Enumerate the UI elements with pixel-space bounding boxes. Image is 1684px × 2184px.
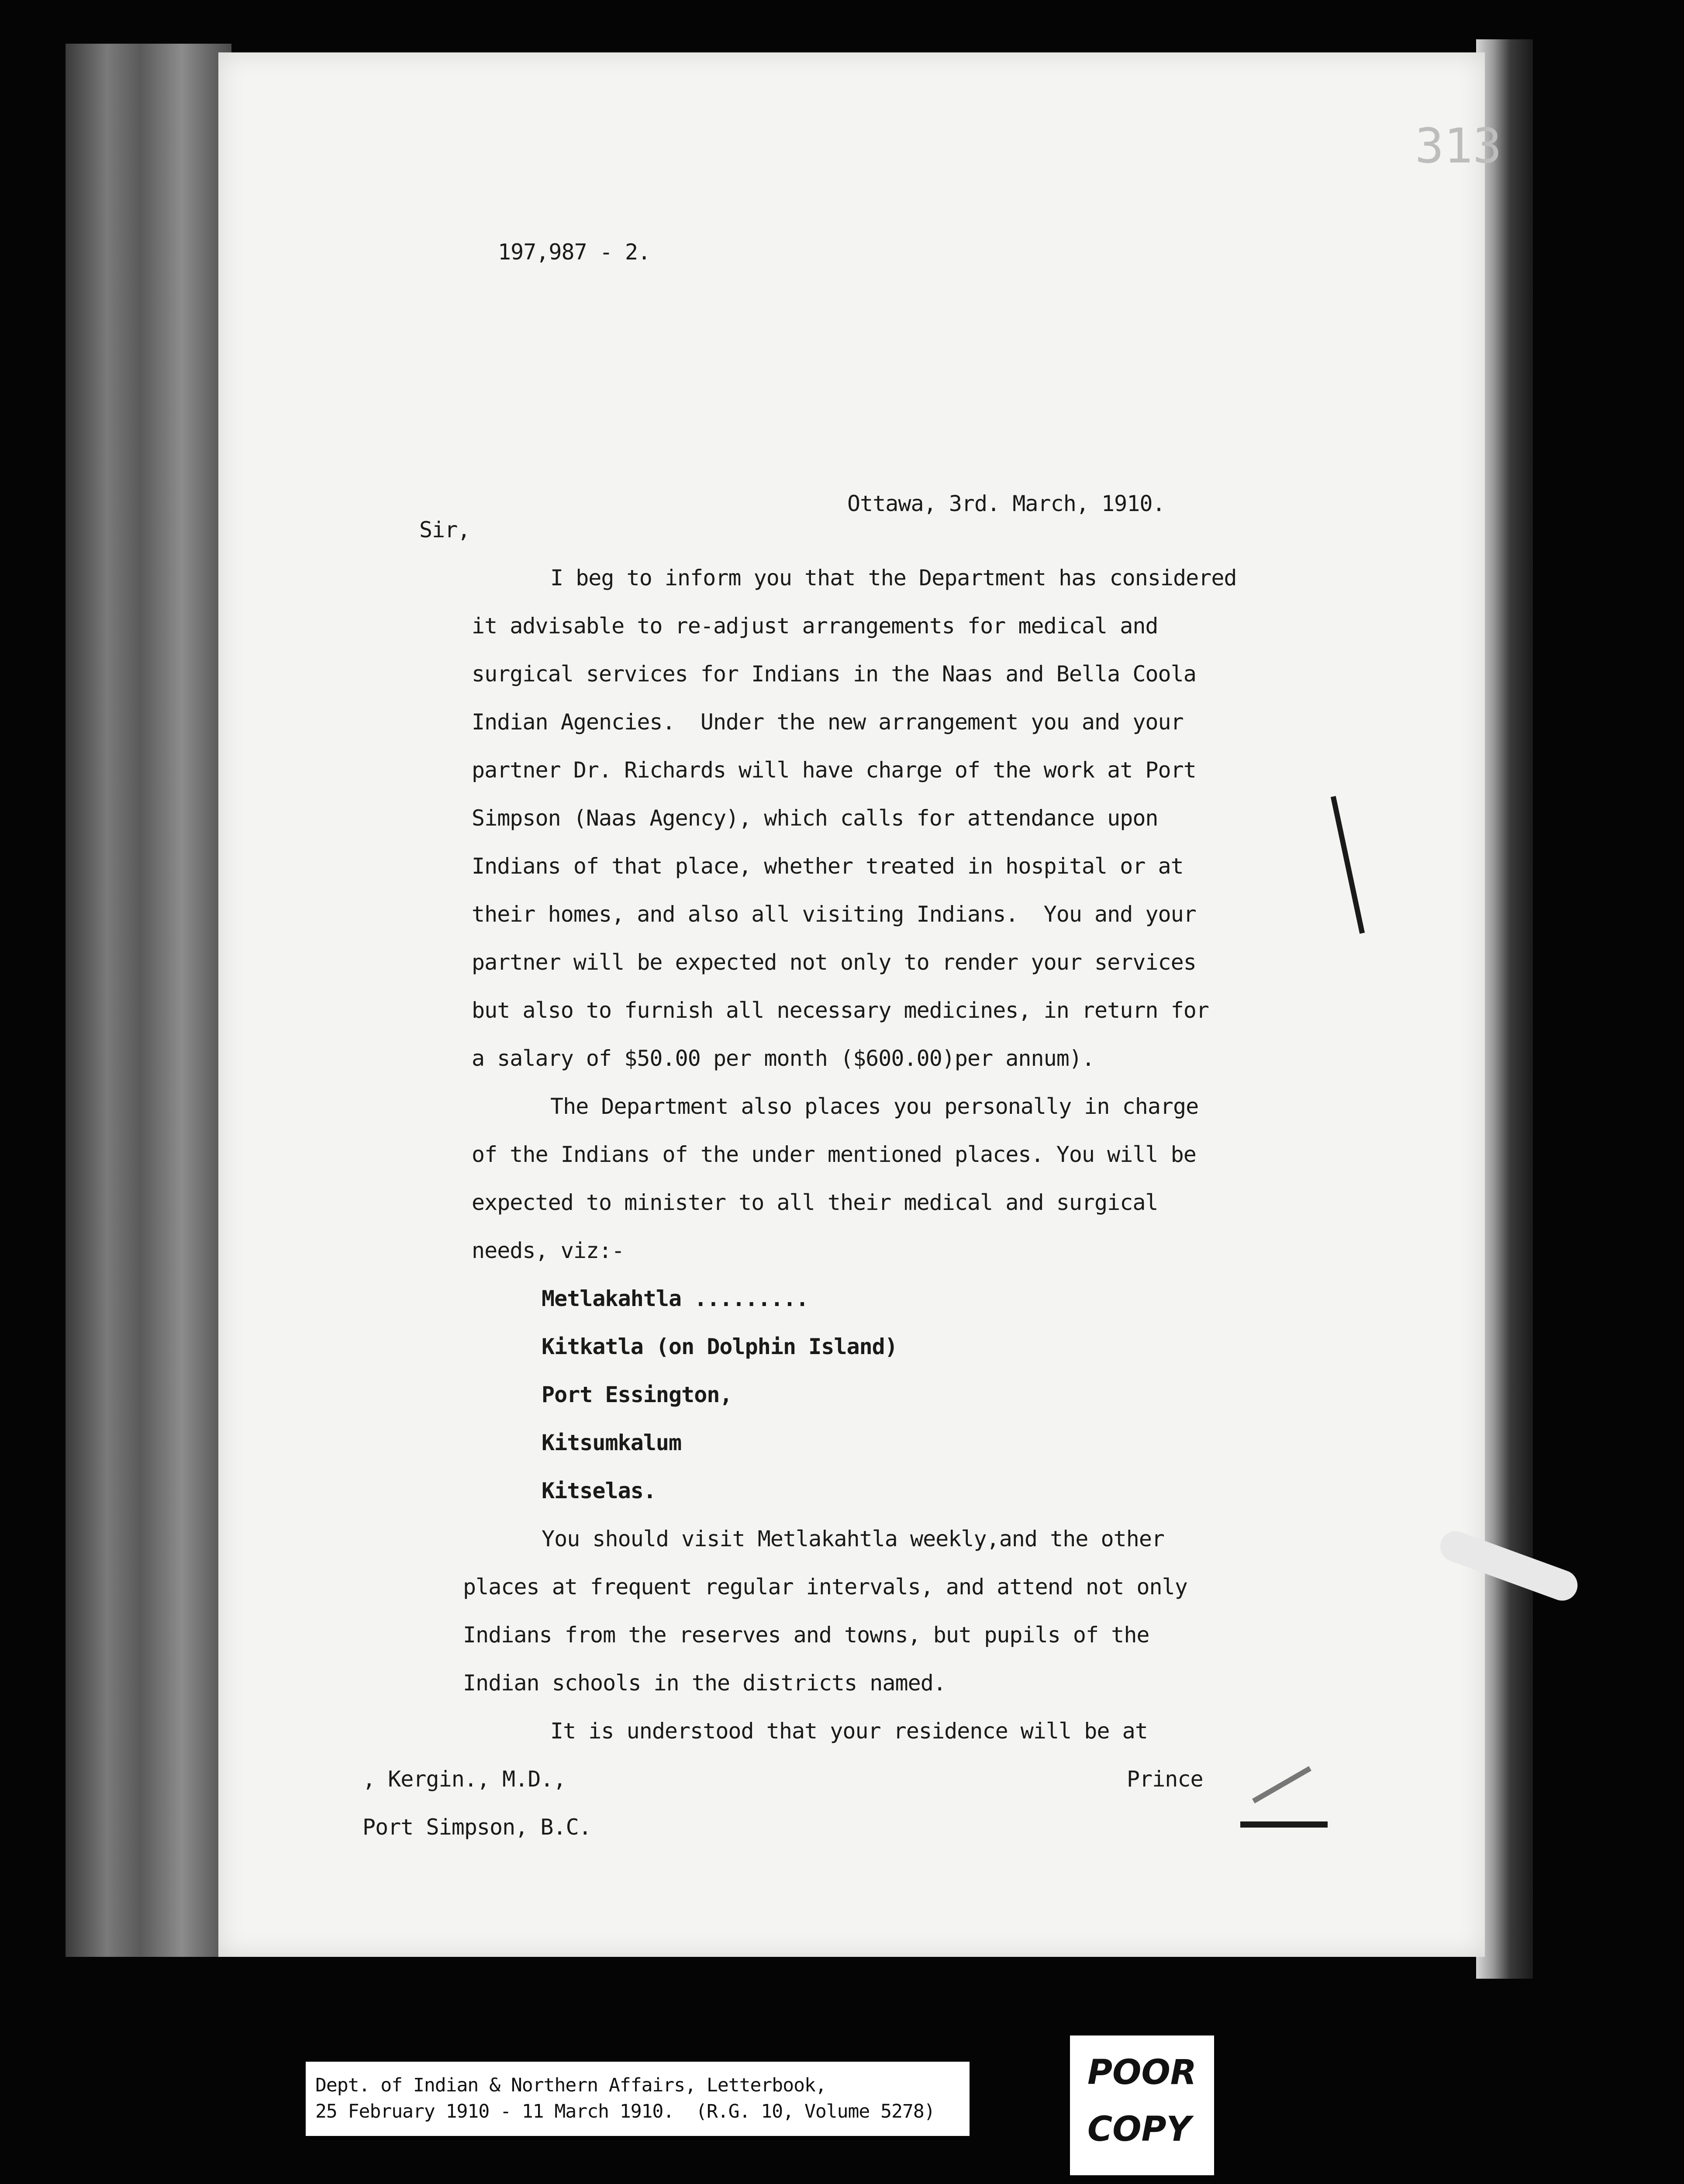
stamp-line: POOR	[1087, 2053, 1197, 2092]
place-item: Metlakahtla .........	[542, 1286, 809, 1311]
margin-mark	[1331, 796, 1365, 934]
body-line: but also to furnish all necessary medicines, in return for	[472, 998, 1209, 1023]
place-item: Kitkatla (on Dolphin Island)	[542, 1334, 897, 1359]
poor-copy-label	[1070, 2035, 1214, 2175]
margin-mark	[1252, 1766, 1311, 1803]
body-line: of the Indians of the under mentioned places. You will be	[472, 1142, 1196, 1167]
closing-line: places at frequent regular intervals, and attend not only	[463, 1574, 1187, 1600]
caption-line: Dept. of Indian & Northern Affairs, Letterbook,	[315, 2074, 826, 2096]
letter-page	[218, 52, 1502, 1957]
place-item: Kitsumkalum	[542, 1430, 682, 1455]
body-line: needs, viz:-	[472, 1238, 625, 1263]
body-line: expected to minister to all their medical and surgical	[472, 1190, 1158, 1215]
body-line: surgical services for Indians in the Naas and Bella Coola	[472, 661, 1196, 687]
closing-line: You should visit Metlakahtla weekly,and the other	[542, 1526, 1165, 1552]
body-line: partner Dr. Richards will have charge of the work at Port	[472, 757, 1196, 783]
body-line: The Department also places you personally in charge	[550, 1094, 1199, 1119]
place-item: Kitselas.	[542, 1478, 656, 1503]
archive-caption	[306, 2062, 970, 2136]
book-spine-edge	[66, 44, 231, 1957]
margin-mark	[1240, 1821, 1328, 1828]
body-line: partner will be expected not only to render your services	[472, 950, 1196, 975]
closing-line: Indians from the reserves and towns, but pupils of the	[463, 1622, 1149, 1648]
page-number: 313	[1415, 118, 1502, 174]
salutation: Sir,	[419, 517, 470, 543]
body-line: a salary of $50.00 per month ($600.00)per annum).	[472, 1046, 1095, 1071]
file-reference: 197,987 - 2.	[498, 239, 651, 265]
dateline: Ottawa, 3rd. March, 1910.	[847, 491, 1165, 516]
catchword: Prince	[1127, 1766, 1203, 1792]
body-line: Indians of that place, whether treated in hospital or at	[472, 854, 1184, 879]
body-line: it advisable to re-adjust arrangements for medical and	[472, 613, 1158, 639]
closing-line: Indian schools in the districts named.	[463, 1670, 946, 1696]
body-line: Indian Agencies. Under the new arrangement you and your	[472, 709, 1184, 735]
body-line: their homes, and also all visiting Indians. You and your	[472, 902, 1196, 927]
addressee-place: Port Simpson, B.C.	[362, 1814, 591, 1840]
closing-line: It is understood that your residence will be at	[550, 1718, 1148, 1744]
body-line: Simpson (Naas Agency), which calls for attendance upon	[472, 805, 1158, 831]
stamp-line: COPY	[1087, 2110, 1191, 2149]
place-item: Port Essington,	[542, 1382, 732, 1407]
body-line: I beg to inform you that the Department has considered	[550, 565, 1237, 591]
addressee-name: , Kergin., M.D.,	[362, 1766, 566, 1792]
caption-line: 25 February 1910 - 11 March 1910. (R.G. 10, Volume 5278)	[315, 2101, 935, 2122]
